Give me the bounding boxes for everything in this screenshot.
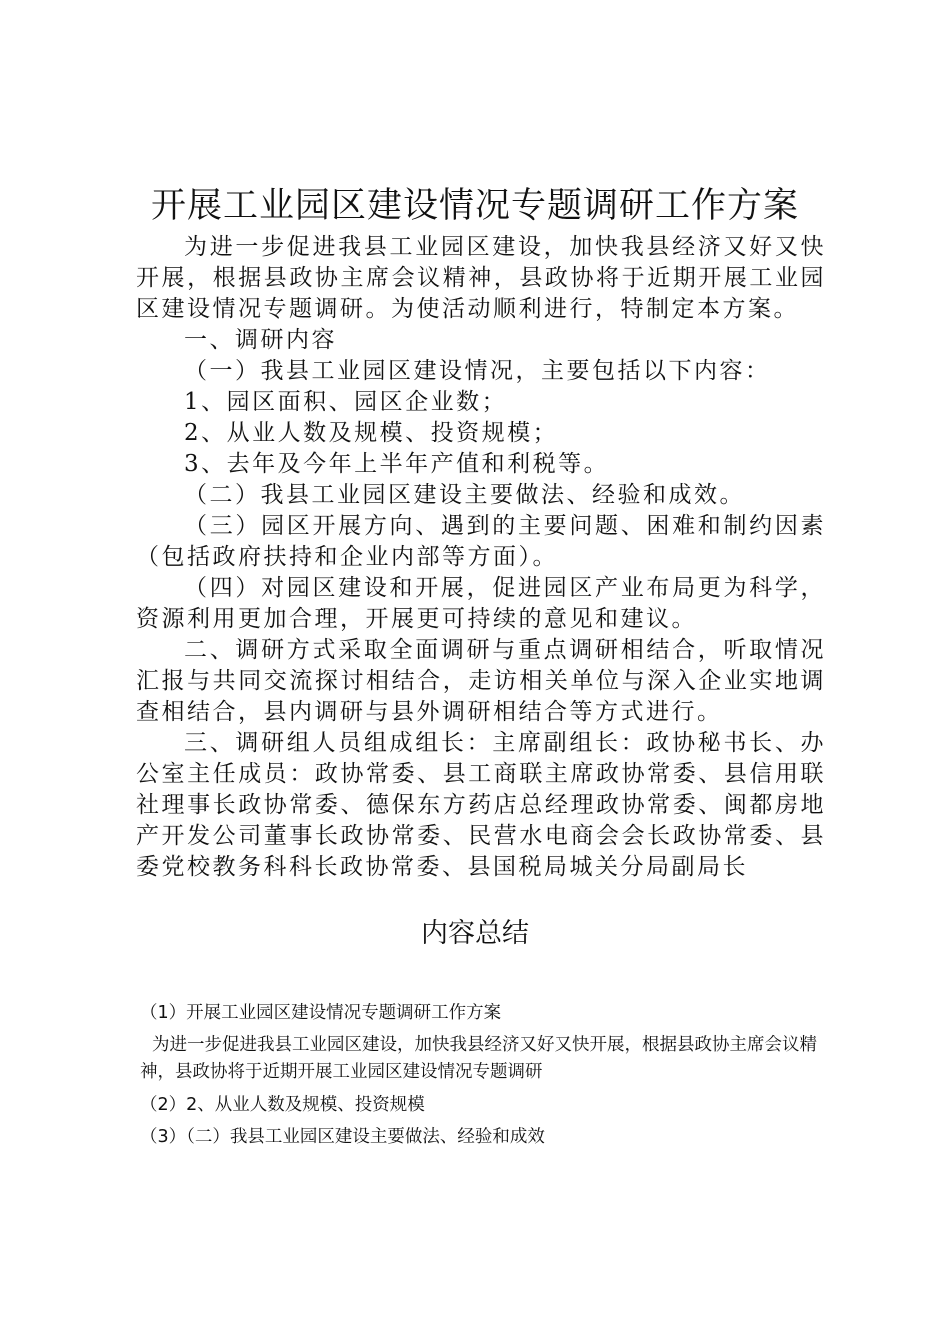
document-title: 开展工业园区建设情况专题调研工作方案 xyxy=(150,186,799,226)
summary-item-1-detail: 为进一步促进我县工业园区建设，加快我县经济又好又快开展，根据县政协主席会议精神，县政协将于近期开展工业园区建设情况专题调研 xyxy=(140,1035,817,1082)
paragraph-intro: 为进一步促进我县工业园区建设，加快我县经济又好又快开展，根据县政协主席会议精神，县政协将于近期开展工业园区建设情况专题调研。为使活动顺利进行，特制定本方案。 xyxy=(136,234,826,322)
list-item-1: 1、园区面积、园区企业数； xyxy=(184,389,508,415)
section-research-method: 二、调研方式采取全面调研与重点调研相结合，听取情况汇报与共同交流探讨相结合，走访相关单位与深入企业实地调查相结合，县内调研与县外调研相结合等方式进行。 xyxy=(136,637,826,725)
section-heading-research-content: 一、调研内容 xyxy=(184,327,337,353)
summary-item-3: （3）（二）我县工业园区建设主要做法、经验和成效 xyxy=(140,1127,545,1147)
list-item-2: 2、从业人数及规模、投资规模； xyxy=(184,420,559,446)
subsection-one: （一）我县工业园区建设情况，主要包括以下内容： xyxy=(184,358,771,384)
list-item-3: 3、去年及今年上半年产值和利税等。 xyxy=(184,451,610,477)
section-team-members: 三、调研组人员组成组长：主席副组长：政协秘书长、办公室主任成员：政协常委、县工商联主席政协常委、县信用联社理事长政协常委、德保东方药店总经理政协常委、闽都房地产开发公司董事长政协常委、民营水电商会会长政协常委、县委党校教务科科长政协常委、县国税局城关分局副局长 xyxy=(136,730,826,880)
document-body xyxy=(136,232,826,883)
summary-section xyxy=(140,1000,826,1156)
summary-item-2: （2）2、从业人数及规模、投资规模 xyxy=(140,1095,425,1115)
subsection-four: （四）对园区建设和开展，促进园区产业布局更为科学，资源利用更加合理，开展更可持续的意见和建议。 xyxy=(136,575,826,632)
subsection-two: （二）我县工业园区建设主要做法、经验和成效。 xyxy=(184,482,745,508)
summary-title: 内容总结 xyxy=(421,918,529,949)
subsection-three: （三）园区开展方向、遇到的主要问题、困难和制约因素（包括政府扶持和企业内部等方面）。 xyxy=(136,513,826,570)
summary-item-1: （1）开展工业园区建设情况专题调研工作方案 xyxy=(140,1003,502,1023)
